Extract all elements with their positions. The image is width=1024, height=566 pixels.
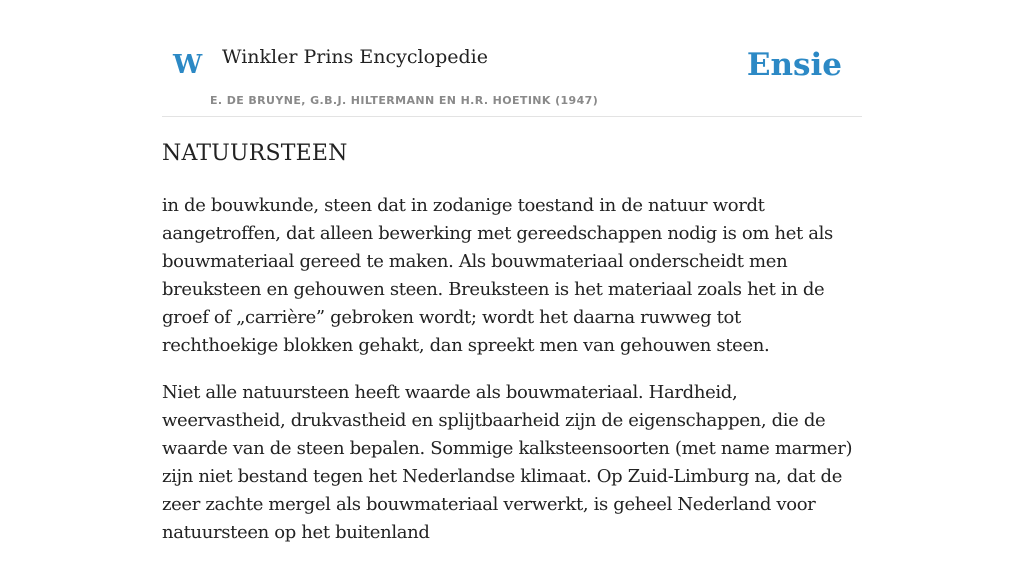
source-header <box>162 0 862 117</box>
ensie-logo[interactable]: Ensie <box>746 47 842 83</box>
article-paragraph: in de bouwkunde, steen dat in zodanige toestand in de natuur wordt aangetroffen, dat alleen bewerking met gereedschappen nodig is om het als bouwmateriaal gereed te maken. Als bouwmateriaal onderscheidt men breuksteen en gehouwen steen. Breuksteen is het materiaal zoals het in de groef of „carrière” gebroken wordt; wordt het daarna ruwweg tot rechthoekige blokken gehakt, dan spreekt men van gehouwen steen. <box>162 194 833 356</box>
source-authors: E. DE BRUYNE, G.B.J. HILTERMANN EN H.R. HOETINK (1947) <box>210 94 599 107</box>
article-title: NATUURSTEEN <box>162 141 348 166</box>
source-title[interactable]: Winkler Prins Encyclopedie <box>222 46 488 68</box>
winkler-prins-logo-icon[interactable]: W <box>173 50 203 80</box>
article <box>162 140 862 566</box>
article-paragraph: Niet alle natuursteen heeft waarde als bouwmateriaal. Hardheid, weervastheid, drukvastheid en splijtbaarheid zijn de eigenschappen, die de waarde van de steen bepalen. Sommige kalksteensoorten (met name marmer) zijn niet bestand tegen het Nederlandse klimaat. Op Zuid-Limburg na, dat de zeer zachte mergel als bouwmateriaal verwerkt, is geheel Nederland voor natuursteen op het buitenland <box>162 381 853 543</box>
